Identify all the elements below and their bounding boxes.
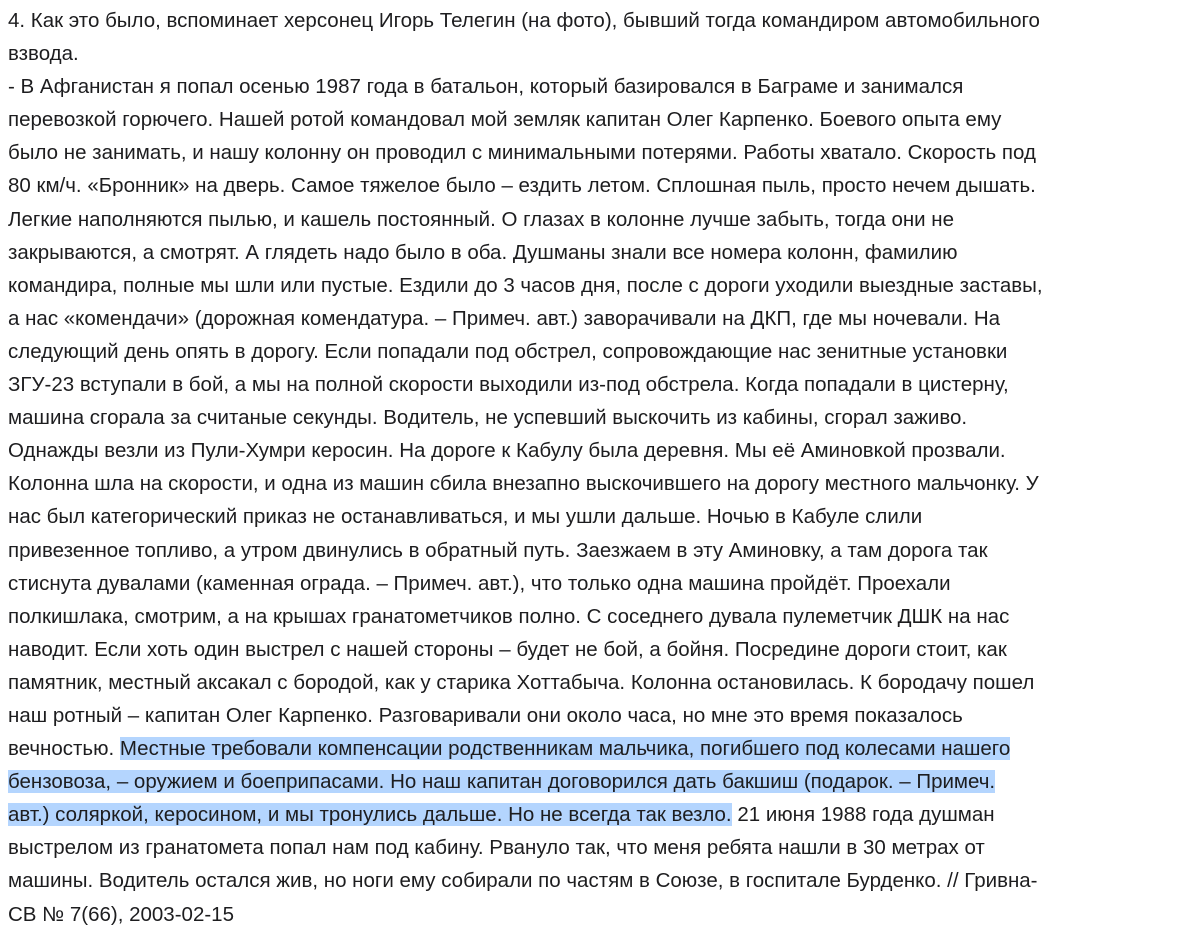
text-line [8,4,1043,37]
text-segment[interactable]: машины. Водитель остался жив, но ноги ему собирали по частям в Союзе, в госпитале Бурденко. // Гривна- [8,869,1038,893]
text-segment[interactable]: вечностью. [8,737,120,761]
text-line [8,401,1043,434]
text-segment[interactable]: 4. Как это было, вспоминает херсонец Игорь Телегин (на фото), бывший тогда командиром автомобильного [8,9,1040,32]
text-line [8,467,1043,500]
article-text [8,4,1043,931]
text-line [8,434,1043,467]
text-segment[interactable]: наводит. Если хоть один выстрел с нашей стороны – будет не бой, а бойня. Посредине дороги стоит, как [8,637,1007,661]
text-segment[interactable]: стиснута дувалами (каменная ограда. – Примеч. авт.), что только одна машина пройдёт. Проехали [8,571,951,595]
text-segment[interactable]: ЗГУ-23 вступали в бой, а мы на полной скорости выходили из-под обстрела. Когда попадали в цистерну, [8,373,1009,397]
text-line [8,699,1043,732]
text-line [8,269,1043,302]
selected-text[interactable]: авт.) соляркой, керосином, и мы тронулись дальше. Но не всегда так везло. [8,803,732,827]
text-segment[interactable]: перевозкой горючего. Нашей ротой командовал мой земляк капитан Олег Карпенко. Боевого опыта ему [8,108,1002,132]
text-line [8,765,1043,798]
text-line [8,136,1043,169]
text-segment[interactable]: командира, полные мы шли или пустые. Ездили до 3 часов дня, после с дороги уходили выездные заставы, [8,273,1043,297]
text-segment[interactable]: нас был категорический приказ не останавливаться, и мы ушли дальше. Ночью в Кабуле слили [8,505,923,529]
text-line [8,633,1043,666]
text-line [8,534,1043,567]
text-segment[interactable]: Однажды везли из Пули-Хумри керосин. На дороге к Кабулу была деревня. Мы её Аминовкой прозвали. [8,439,1006,463]
text-segment[interactable]: полкишлака, смотрим, а на крышах гранатометчиков полно. С соседнего дувала пулеметчик ДШК на нас [8,604,1010,628]
text-line [8,203,1043,236]
text-line [8,831,1043,864]
selected-text[interactable]: Местные требовали компенсации родственникам мальчика, погибшего под колесами нашего [119,737,1011,761]
text-segment[interactable]: Легкие наполняются пылью, и кашель постоянный. О глазах в колонне лучше забыть, тогда они не [8,207,955,231]
text-segment[interactable]: было не занимать, и нашу колонну он проводил с минимальными потерями. Работы хватало. Скорость под [8,141,1036,165]
text-line [8,236,1043,269]
text-segment[interactable]: СВ № 7(66), 2003-02-15 [8,902,234,926]
text-segment[interactable]: - В Афганистан я попал осенью 1987 года в батальон, который базировался в Баграме и занимался [8,75,964,99]
text-segment[interactable]: следующий день опять в дорогу. Если попадали под обстрел, сопровождающие нас зенитные установки [8,339,1008,363]
text-segment[interactable]: 80 км/ч. «Бронник» на дверь. Самое тяжелое было – ездить летом. Сплошная пыль, просто нечем дышать. [8,174,1036,198]
text-segment[interactable]: выстрелом из гранатомета попал нам под кабину. Рвануло так, что меня ребята нашли в 30 метрах от [8,836,985,860]
text-segment[interactable]: закрываются, а смотрят. А глядеть надо было в оба. Душманы знали все номера колонн, фамилию [8,240,958,264]
text-segment[interactable]: наш ротный – капитан Олег Карпенко. Разговаривали они около часа, но мне это время показалось [8,703,963,727]
text-line [8,567,1043,600]
text-line [8,103,1043,136]
text-line [8,600,1043,633]
text-line [8,70,1043,103]
text-line [8,864,1043,897]
text-line [8,732,1043,765]
text-segment[interactable]: памятник, местный аксакал с бородой, как у старика Хоттабыча. Колонна остановилась. К бородачу пошел [8,670,1035,694]
text-line [8,500,1043,533]
text-line [8,169,1043,202]
text-segment[interactable]: 21 июня 1988 года душман [731,803,995,827]
text-line [8,335,1043,368]
text-line [8,798,1043,831]
text-segment[interactable]: привезенное топливо, а утром двинулись в обратный путь. Заезжаем в эту Аминовку, а там дорога так [8,538,988,562]
text-segment[interactable]: а нас «комендачи» (дорожная комендатура. – Примеч. авт.) заворачивали на ДКП, где мы ночевали. На [8,306,1001,330]
text-line [8,666,1043,699]
text-line [8,898,1043,931]
text-segment[interactable]: взвода. [8,42,79,66]
selected-text[interactable]: бензовоза, – оружием и боеприпасами. Но наш капитан договорился дать бакшиш (подарок. – Примеч. [8,770,996,794]
text-line [8,37,1043,70]
text-segment[interactable]: машина сгорала за считаные секунды. Водитель, не успевший выскочить из кабины, сгорал заживо. [8,406,968,430]
text-segment[interactable]: Колонна шла на скорости, и одна из машин сбила внезапно выскочившего на дорогу местного мальчонку. У [8,472,1039,496]
text-line [8,302,1043,335]
text-line [8,368,1043,401]
